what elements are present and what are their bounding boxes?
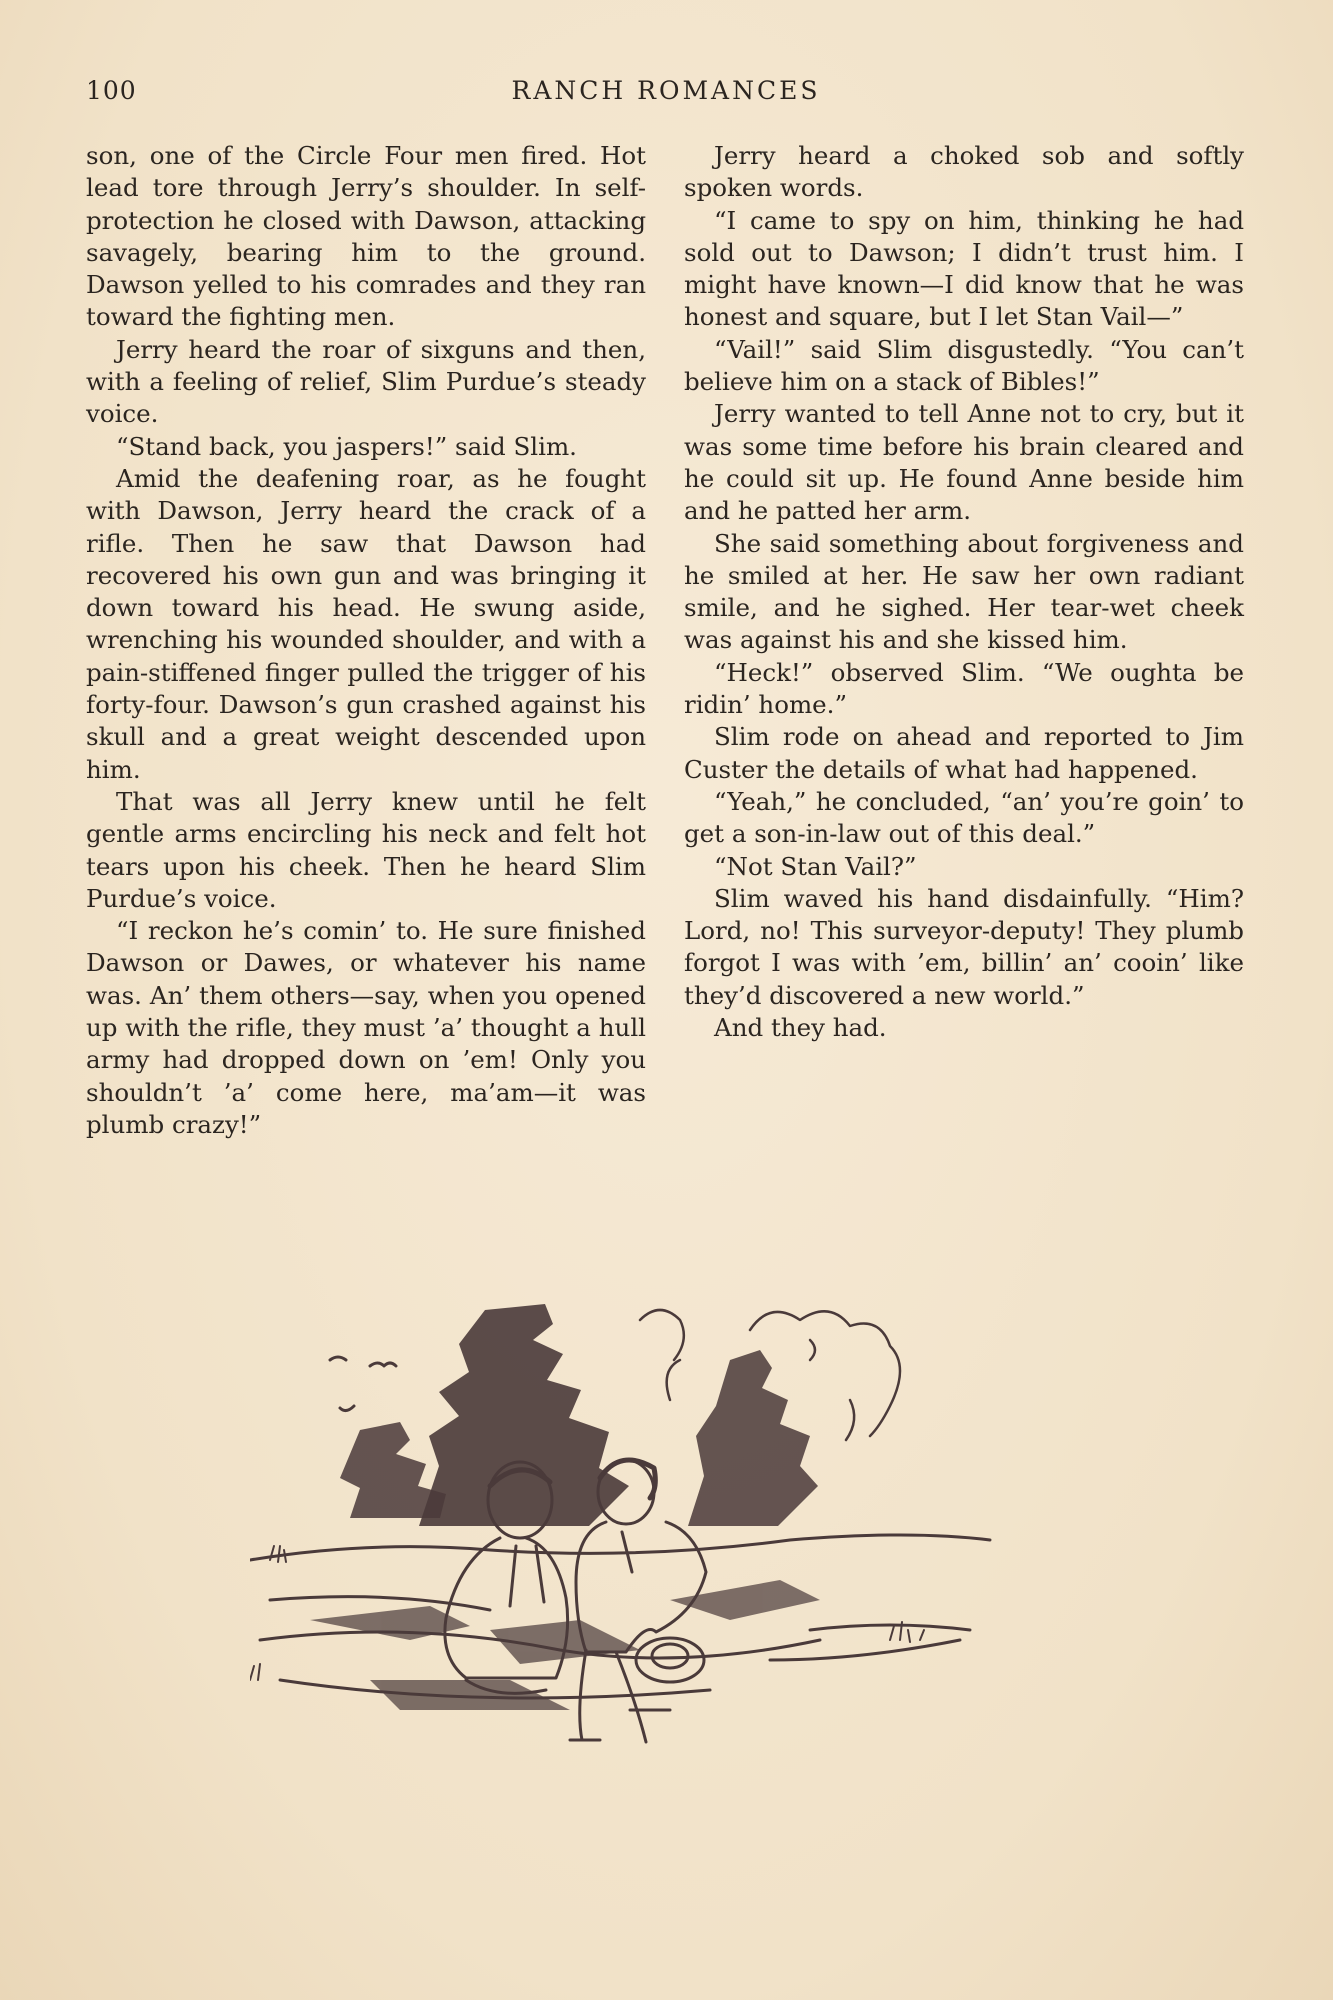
paragraph: “Vail!” said Slim disgustedly. “You can’t believe him on a stack of Bibles!” bbox=[684, 334, 1244, 397]
paragraph: Jerry wanted to tell Anne not to cry, but it was some time before his brain cleared and he could sit up. He found Anne beside him and he patted her arm. bbox=[684, 399, 1244, 526]
right-column bbox=[684, 140, 1244, 1044]
paragraph: Slim rode on ahead and reported to Jim Custer the details of what had happened. bbox=[684, 722, 1244, 784]
paragraph: “Stand back, you jaspers!” said Slim. bbox=[116, 431, 577, 461]
paragraph: Jerry heard a choked sob and softly spoken words. bbox=[684, 141, 1244, 203]
paragraph: Jerry heard the roar of sixguns and then, with a feeling of relief, Slim Purdue’s steady voice. bbox=[86, 334, 646, 429]
hat-icon bbox=[636, 1638, 704, 1682]
paragraph: son, one of the Circle Four men fired. Hot lead tore through Jerry’s shoulder. In self-protection he closed with Dawson, attacking savagely, bearing him to the ground. Dawson yelled to his comrades and they ran toward the fighting men. bbox=[86, 141, 646, 332]
rock-tower-right bbox=[688, 1350, 818, 1526]
paragraph: “Yeah,” he concluded, “an’ you’re goin’ to get a son-in-law out of this deal.” bbox=[684, 786, 1244, 849]
paragraph: “I came to spy on him, thinking he had sold out to Dawson; I didn’t trust him. I might have known—I did know that he was honest and square, but I let Stan Vail—” bbox=[684, 205, 1244, 332]
running-head: RANCH ROMANCES bbox=[511, 76, 821, 105]
paragraph: Amid the deafening roar, as he fought with Dawson, Jerry heard the crack of a rifle. Then he saw that Dawson had recovered his own gun and was bringing it down toward his head. He swung aside, wrenching his wounded shoulder, and with a pain-stiffened finger pulled the trigger of his forty-four. Dawson’s gun crashed against his skull and a great weight descended upon him. bbox=[86, 463, 646, 784]
paragraph: “Not Stan Vail?” bbox=[714, 851, 917, 881]
paragraph: And they had. bbox=[714, 1013, 887, 1043]
illustration-couple-on-rocks bbox=[250, 1300, 1010, 1820]
grass-icon bbox=[250, 1546, 924, 1680]
paragraph: Slim waved his hand disdainfully. “Him? Lord, no! This surveyor-deputy! They plumb forgot I was with ’em, billin’ an’ cooin’ like they’d discovered a new world.” bbox=[684, 883, 1244, 1010]
birds-icon bbox=[330, 1357, 396, 1411]
paragraph: She said something about forgiveness and he smiled at her. He saw her own radiant smile, and he sighed. Her tear-wet cheek was against his and she kissed him. bbox=[684, 528, 1244, 655]
page-header bbox=[86, 70, 1246, 110]
left-column bbox=[86, 140, 646, 1141]
page-number: 100 bbox=[86, 76, 137, 105]
paragraph: That was all Jerry knew until he felt gentle arms encircling his neck and felt hot tears upon his cheek. Then he heard Slim Purdue’s voice. bbox=[86, 786, 646, 913]
paragraph: “Heck!” observed Slim. “We oughta be ridin’ home.” bbox=[684, 657, 1244, 720]
paragraph: “I reckon he’s comin’ to. He sure finished Dawson or Dawes, or whatever his name was. An’ them others—say, when you opened up with the rifle, they must ’a’ thought a hull army had dropped down on ’em! Only you shouldn’t ’a’ come here, ma’am—it was plumb crazy!” bbox=[86, 916, 646, 1139]
